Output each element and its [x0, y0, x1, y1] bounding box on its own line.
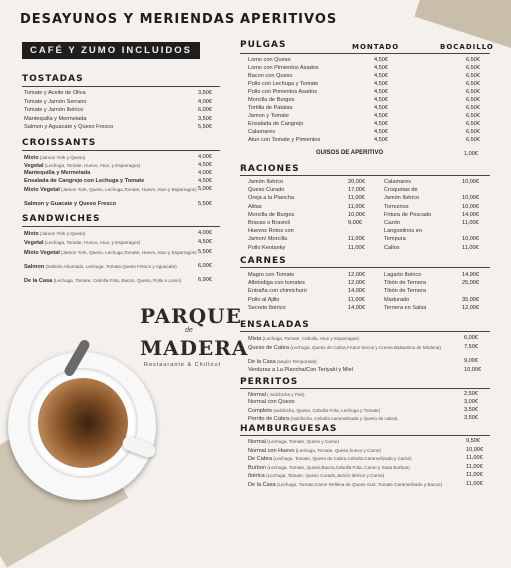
menu-item-name: Jamón Ibérico: [248, 179, 284, 185]
menu-item-price: 14,90€: [462, 272, 480, 278]
menu-item-name: Huevos Rotos con: [248, 228, 294, 235]
logo-parque: PARQUE: [140, 304, 242, 328]
menu-item-price: 6,50€: [466, 65, 480, 71]
croissants-title: CROISSANTS: [22, 138, 97, 148]
menu-item-name: Pollo con Lechuga y Tomate: [248, 81, 319, 87]
menu-item-name: Mixto: [24, 231, 39, 237]
coffee-crema: [38, 378, 128, 468]
pulgas-divider: [240, 53, 490, 54]
menu-item: [384, 272, 421, 279]
menu-item: [248, 297, 279, 304]
menu-item: [24, 170, 90, 177]
menu-item-price: 11,00€: [466, 481, 483, 487]
menu-item-desc: (Lechuga, Tomate, Queso,Bacon,Cebolla Frita, Carne y Sasa Burbon): [266, 464, 410, 470]
menu-item: [248, 236, 287, 243]
menu-item-name: Tempura: [384, 236, 406, 243]
perritos-divider: [240, 388, 490, 389]
menu-item: [24, 154, 85, 162]
menu-item-price: 9,50€: [466, 438, 480, 444]
menu-item: [384, 288, 426, 295]
carnes-divider: [240, 267, 490, 268]
menu-item: [248, 367, 353, 374]
menu-item-name: Madurado: [384, 296, 410, 303]
menu-item: [384, 220, 400, 227]
menu-item-name: Completo: [248, 408, 272, 414]
menu-item-desc: (Salmón Ahumado, Lechuga, Tomate,Queso Fresco y Aguacate): [44, 264, 177, 269]
menu-item-price: 4,50€: [198, 239, 212, 245]
menu-item-name: Oreja a la Plancha: [248, 195, 295, 202]
menu-item: [248, 438, 339, 446]
menu-item-price: 11,00€: [348, 244, 365, 251]
menu-item: [248, 447, 381, 455]
menu-item-price: 14,00€: [348, 288, 366, 295]
menu-item-name: Queso Curado: [248, 187, 285, 194]
menu-item-desc: (Lechuga, Tomate, Queso,huevo y Carne): [294, 447, 382, 453]
menu-item-price: 11,00€: [348, 236, 365, 243]
menu-item-name: Mixto Vegetal: [24, 250, 60, 256]
menu-item-price: 10,00€: [462, 195, 480, 202]
menu-item: [384, 195, 419, 202]
menu-item: [24, 239, 140, 247]
desayunos-title: DESAYUNOS Y MERIENDAS: [20, 12, 236, 27]
menu-item: [24, 116, 87, 123]
menu-item-name: Tortilla de Patatas: [248, 105, 293, 111]
menu-item-desc: (Lechuga, Tomate, Cebolla, Atun y Esparragos): [261, 336, 360, 341]
menu-item-price: 4,50€: [198, 178, 212, 184]
tostadas-divider: [22, 86, 220, 87]
menu-item-price: 11,00€: [466, 472, 483, 479]
menu-item: [24, 230, 85, 238]
menu-item-price: 6,50€: [466, 73, 480, 79]
menu-item: [384, 212, 431, 219]
menu-item-desc: (Lechuga, Tomate, Cebolla Frita, Bacon, Queso, Pollo o Lomo): [52, 278, 182, 283]
menu-item: [248, 81, 318, 88]
carnes-title: CARNES: [240, 256, 287, 266]
menu-item-price: 6,00€: [198, 263, 212, 269]
menu-item-name: Mixto: [24, 155, 39, 161]
raciones-title: RACIONES: [240, 164, 300, 174]
menu-item-price: 4,00€: [198, 98, 212, 105]
menu-item-price: 6,00€: [198, 107, 212, 114]
menu-item-name: Tomate y Aceite de Oliva: [24, 90, 86, 96]
menu-item: [24, 90, 86, 97]
menu-item: [384, 305, 426, 312]
menu-item: [248, 415, 398, 423]
menu-item: [248, 358, 317, 366]
menu-item: [248, 65, 319, 72]
pulgas-title: PULGAS: [240, 40, 287, 50]
menu-item-desc: (Lechuga, Tomate, Huevo, Atun, y Esparragos): [43, 240, 141, 245]
menu-item-desc: (Jamon York y Queso): [38, 155, 86, 160]
menu-item: [24, 124, 113, 131]
logo-de: de: [185, 327, 193, 334]
menu-item-price: 10,00€: [462, 179, 480, 185]
menu-item: [248, 179, 283, 186]
menu-item-name: Ensalada de Cangrejo con Lechuga y Tomate: [24, 178, 145, 184]
menu-item: [248, 228, 294, 235]
menu-item-price: 11,00€: [462, 244, 479, 251]
menu-item-price: 5,50€: [198, 201, 212, 207]
menu-item-price: 12,00€: [348, 280, 366, 287]
menu-item: [248, 187, 284, 194]
menu-item-price: 6,50€: [466, 57, 480, 63]
menu-item: [24, 186, 197, 194]
menu-item: [24, 201, 116, 208]
menu-item-name: Verduras a La Plancha/Con Teriyaki y Miel: [248, 367, 353, 373]
menu-item-name: Morcilla de Burgos: [248, 211, 295, 218]
menu-item-name: Pollo Kentanky: [248, 244, 286, 251]
menu-item: [248, 407, 380, 415]
menu-item-desc: ( Salchicha y Pan): [266, 392, 305, 397]
guisos-price: 1,00€: [464, 151, 478, 157]
menu-item-name: Mixta: [248, 336, 262, 342]
menu-item-name: Jamón Ibérico: [384, 195, 420, 202]
menu-item-price: 7,50€: [464, 344, 478, 350]
menu-item: [384, 245, 400, 252]
menu-item-price: 4,50€: [198, 162, 212, 168]
menu-item-desc: (Jamon York, Queso, Lechuga,Tomate, Huevo, Atun y Esparragos): [59, 187, 197, 192]
menu-item-price: 4,50€: [374, 81, 388, 87]
menu-item-name: Calamares: [248, 129, 276, 135]
menu-item-name: Atun con Tomate y Pimientos: [248, 137, 321, 143]
ensaladas-divider: [240, 331, 490, 332]
menu-item-name: Salmon y Guacate y Queso Fresco: [24, 201, 117, 207]
menu-item-name: De la Casa: [24, 278, 53, 284]
sandwiches-title: SANDWICHES: [22, 214, 101, 224]
menu-item: [248, 105, 292, 112]
menu-item-price: 4,50€: [374, 113, 388, 119]
menu-item-price: 6,50€: [466, 81, 480, 87]
menu-item: [248, 57, 291, 64]
menu-item: [248, 113, 289, 120]
menu-item-name: Lomo con Queso: [248, 57, 291, 63]
menu-item-name: Queso de Cabra: [248, 345, 290, 351]
menu-item-price: 2,50€: [464, 391, 478, 397]
menu-item-price: 11,00€: [466, 455, 483, 462]
menu-item-price: 3,50€: [464, 415, 478, 421]
menu-item-price: 5,50€: [198, 249, 212, 255]
menu-item-name: Lagarto Ibérico: [384, 272, 422, 278]
menu-item: [248, 245, 285, 252]
menu-item: [24, 162, 140, 170]
menu-item-price: 4,00€: [198, 230, 212, 236]
menu-item-name: Normal con Huevo: [248, 447, 295, 454]
menu-item-name: Salmon y Aguacate y Queso Fresco: [24, 124, 114, 131]
hamburguesas-title: HAMBURGUESAS: [240, 424, 338, 434]
menu-item-name: Tomate y Jamón Ibérico: [24, 107, 84, 114]
menu-item-desc: (Lechuga, Tomate, Queso de Cabra,Cebolla Caramelizada y Carne): [271, 456, 412, 462]
menu-item-price: 4,50€: [374, 97, 388, 103]
menu-item-name: Ensalada de Cangrejo: [248, 121, 304, 127]
menu-item: [248, 212, 294, 219]
menu-item-price: 6,90€: [198, 277, 212, 283]
menu-item-price: 4,50€: [374, 89, 388, 95]
menu-item-desc: (Lechuga, Tomate, Queso Curado,Jamón Ibérico y Carne): [264, 473, 385, 479]
menu-item-price: 6,50€: [466, 97, 480, 103]
menu-item-price: 11,00€: [348, 195, 365, 202]
menu-item-price: 10,00€: [462, 203, 480, 210]
menu-item-price: 4,50€: [374, 137, 388, 143]
menu-item-name: Alitas: [248, 203, 262, 210]
menu-item: [248, 464, 410, 472]
menu-item-name: Vegetal: [24, 163, 44, 169]
menu-item: [24, 99, 87, 106]
bocadillo-header: BOCADILLO: [440, 43, 494, 51]
menu-item-name: Normal con Queso: [248, 399, 295, 405]
menu-item-price: 3,50€: [198, 115, 212, 122]
menu-item: [248, 129, 275, 136]
menu-item-name: De la Casa: [248, 482, 276, 488]
menu-item-price: 6,50€: [466, 137, 480, 143]
croissants-divider: [22, 150, 220, 151]
menu-item-name: Bravas o Bravioli: [248, 220, 290, 226]
menu-item-price: 5,00€: [198, 186, 212, 192]
menu-item-name: Pollo al Ajillo: [248, 296, 280, 303]
menu-item: [384, 236, 406, 243]
menu-item-name: Croquetas de: [384, 187, 418, 194]
menu-item-name: Calamares: [384, 179, 412, 185]
menu-item-name: De la Casa: [248, 359, 276, 365]
menu-item: [248, 220, 290, 227]
menu-item: [248, 305, 286, 312]
menu-item: [384, 179, 411, 186]
menu-item-price: 14,00€: [348, 304, 366, 311]
menu-item-price: 4,00€: [198, 170, 212, 176]
menu-item-name: Jamon y Tomate: [248, 113, 289, 119]
menu-item-name: Jamon/ Morcilla: [248, 236, 288, 243]
menu-item-price: 10,00€: [462, 236, 480, 243]
aperitivos-title: APERITIVOS: [240, 12, 338, 27]
menu-item-name: Callos: [384, 244, 400, 251]
logo-madera: MADERA: [140, 336, 249, 360]
menu-item-price: 14,00€: [462, 211, 480, 218]
menu-item-price: 12,00€: [348, 272, 366, 278]
menu-item: [384, 204, 409, 211]
menu-item: [248, 272, 294, 279]
menu-item-name: Perrito de Cabra: [248, 416, 290, 422]
menu-item: [248, 137, 320, 144]
menu-item-price: 4,50€: [374, 65, 388, 71]
menu-item-name: Burbon: [248, 464, 267, 471]
menu-item-price: 4,50€: [374, 73, 388, 79]
menu-item: [24, 263, 177, 271]
menu-item: [248, 280, 305, 287]
menu-item-price: 25,00€: [462, 280, 480, 287]
menu-item: [384, 187, 418, 194]
menu-item-price: 12,00€: [462, 304, 480, 311]
menu-item-name: Lomo con Pimientos Asados: [248, 65, 319, 71]
menu-item-price: 3,00€: [464, 399, 478, 405]
menu-item: [248, 472, 384, 480]
menu-item-price: 3,50€: [198, 90, 212, 96]
menu-item: [24, 249, 197, 257]
menu-item-name: Fritura de Pescado: [384, 211, 432, 218]
menu-item-name: Normal: [248, 392, 267, 398]
menu-item-name: Mixto Vegetal: [24, 187, 60, 193]
menu-item-price: 11,00€: [348, 203, 365, 210]
menu-item-name: Morcilla de Burgos: [248, 97, 295, 103]
menu-item-price: 10,00€: [466, 446, 484, 453]
menu-item-price: 6,50€: [466, 129, 480, 135]
menu-item-name: Tibón de Ternera: [384, 288, 426, 295]
menu-item-name: Langostinos en: [384, 228, 422, 235]
menu-item-price: 6,50€: [466, 121, 480, 127]
menu-item-price: 4,50€: [374, 121, 388, 127]
menu-item-price: 20,00€: [348, 179, 366, 185]
perritos-title: PERRITOS: [240, 377, 299, 387]
menu-item-name: Entraña con chimichurri: [248, 288, 307, 295]
menu-item-price: 11,00€: [348, 296, 365, 303]
menu-item-price: 5,50€: [198, 124, 212, 131]
menu-item-desc: (Jamon York y Queso): [38, 231, 86, 236]
menu-item-price: 3,50€: [464, 407, 478, 413]
menu-item-desc: (Jamon York, Queso, Lechuga,Tomate, Huevo, Atun y Esparragos): [59, 250, 197, 255]
menu-item-name: Secreto Ibérico: [248, 304, 286, 311]
menu-item-desc: (Salchicha, Cebolla caramelizada y Queso de cabra): [289, 416, 398, 421]
menu-item-price: 4,50€: [374, 105, 388, 111]
montado-header: MONTADO: [352, 43, 400, 51]
menu-item-price: 4,00€: [198, 154, 212, 160]
menu-item-price: 6,50€: [466, 105, 480, 111]
menu-item: [248, 195, 294, 202]
menu-item-price: 9,00€: [464, 358, 478, 364]
raciones-divider: [240, 175, 490, 176]
guisos-label: GUISOS DE APERITIVO: [316, 150, 384, 156]
menu-item-name: Cazón: [384, 220, 401, 226]
menu-item: [248, 204, 262, 211]
menu-item-desc: (Lechuga, Queso de Cabra,Frutos Secos y Crema Balsamica de Modena): [289, 345, 441, 350]
menu-item: [248, 344, 441, 352]
menu-item-name: Mantequilla y Mermelada: [24, 115, 87, 122]
menu-item: [384, 228, 422, 235]
menu-item: [24, 178, 144, 185]
cafe-zumo-banner: CAFÉ Y ZUMO INCLUIDOS: [22, 42, 200, 59]
menu-item-name: De Cabra: [248, 456, 272, 463]
menu-item: [248, 335, 359, 343]
menu-item: [248, 455, 412, 463]
sandwiches-divider: [22, 226, 220, 227]
ensaladas-title: ENSALADAS: [240, 320, 310, 330]
menu-item-name: Albóndiga con tomates: [248, 280, 305, 287]
menu-item-name: Ibérica: [248, 473, 265, 480]
menu-item-price: 6,50€: [466, 89, 480, 95]
hamburguesas-divider: [240, 435, 490, 436]
menu-item: [248, 481, 442, 489]
menu-item-price: 11,00€: [466, 463, 483, 470]
menu-item-price: 10,00€: [464, 367, 482, 373]
menu-item-price: 4,50€: [374, 129, 388, 135]
menu-item: [248, 391, 305, 399]
menu-item-price: 35,00€: [462, 296, 480, 303]
menu-item-desc: (Lechuga, Tomate,Carne Rellena de Queso Azul, Tomate Caramelizado y Bacon): [275, 482, 442, 487]
menu-item: [248, 97, 294, 104]
menu-item-name: Tibón de Ternera: [384, 280, 426, 287]
menu-item-name: Mantequilla y Mermelada: [24, 170, 91, 176]
menu-item-name: Torreznos: [384, 203, 409, 210]
menu-item-price: 4,50€: [374, 57, 388, 63]
menu-item-name: Normal: [248, 439, 267, 445]
menu-item: [384, 280, 426, 287]
menu-item-price: 6,00€: [464, 335, 478, 341]
menu-item-price: 17,00€: [348, 187, 366, 194]
menu-item-name: Salmon: [24, 264, 45, 270]
menu-item-name: Ternera en Salsa: [384, 304, 427, 311]
logo-tagline: Restaurante & Chillout: [144, 362, 222, 368]
menu-item: [248, 89, 317, 96]
menu-item-desc: (salchicha, Queso, Cebolla Frita, Lechuga y Tomate): [271, 408, 381, 413]
menu-item-desc: (según Temporada): [275, 359, 317, 364]
menu-item-name: Pollo con Pimientos Asados: [248, 89, 318, 95]
menu-item: [248, 399, 295, 406]
menu-item-desc: (Lechuga, Tomate, Queso y Carne): [266, 439, 339, 444]
menu-item-name: Bacon con Queso: [248, 73, 293, 79]
menu-item: [248, 73, 292, 80]
menu-item-price: 9,00€: [348, 220, 362, 226]
menu-item-price: 10,00€: [348, 211, 366, 218]
menu-item: [248, 288, 307, 295]
menu-item-desc: (Lechuga, Tomate, Huevo, Atun, y Esparragos): [43, 163, 141, 168]
menu-item-name: Vegetal: [24, 240, 44, 246]
menu-item: [24, 107, 83, 114]
menu-item: [248, 121, 303, 128]
menu-item-name: Tomate y Jamón Serrano: [24, 98, 87, 105]
menu-item-name: Magro con Tomate: [248, 272, 295, 278]
menu-item-price: 6,50€: [466, 113, 480, 119]
menu-item: [24, 277, 181, 285]
menu-item: [384, 297, 409, 304]
tostadas-title: TOSTADAS: [22, 74, 84, 84]
menu-item-price: 11,00€: [462, 220, 479, 226]
